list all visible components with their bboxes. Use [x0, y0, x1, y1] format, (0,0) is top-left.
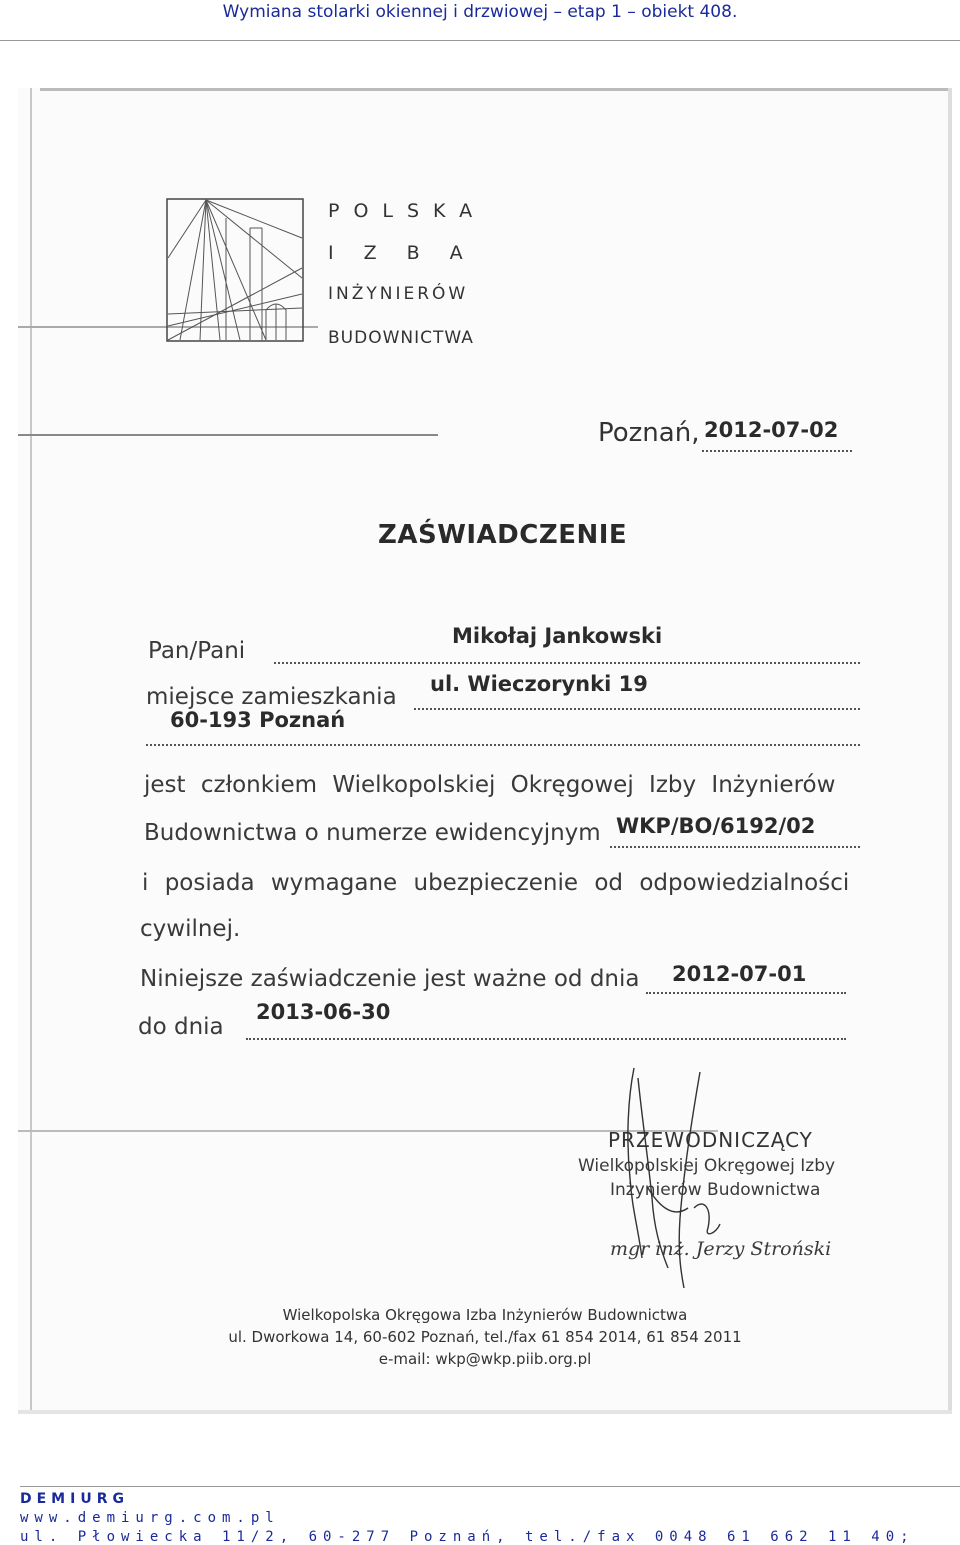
evidence-number: WKP/BO/6192/02 [616, 814, 816, 838]
issuer-email: e-mail: wkp@wkp.piib.org.pl [378, 1350, 592, 1368]
logo-text-budownictwa: BUDOWNICTWA [328, 328, 474, 348]
insurance-line: i posiada wymagane ubezpieczenie od odpowiedzialności [142, 870, 850, 896]
person-name: Mikołaj Jankowski [452, 624, 663, 648]
valid-to-dotted-line [246, 1038, 846, 1040]
handwritten-signature [608, 1058, 758, 1298]
valid-to-label: do dnia [138, 1014, 224, 1040]
issuer-address: ul. Dworkowa 14, 60-602 Poznań, tel./fax 61 854 2014, 61 854 2011 [228, 1328, 742, 1346]
page-header [0, 0, 960, 41]
logo-text-izba: IZBA [328, 242, 493, 264]
stamp-title: PRZEWODNICZĄCY [608, 1128, 813, 1152]
logo-text-polska: POLSKA [328, 200, 487, 222]
valid-from-label: Niniejsze zaświadczenie jest ważne od dnia [140, 966, 640, 992]
footer-address: ul. Płowiecka 11/2, 60-277 Poznań, tel./fax 0048 61 662 11 40; [20, 1529, 915, 1545]
residence-label: miejsce zamieszkania [146, 684, 397, 710]
stamp-signer-name: mgr inż. Jerzy Stroński [610, 1238, 832, 1260]
stamp-org-line-2: Inżynierów Budownictwa [610, 1180, 821, 1200]
scan-streak [18, 434, 438, 436]
scan-edge-left [30, 88, 32, 1414]
stamp-org-line-1: Wielkopolskiej Okręgowej Izby [578, 1156, 836, 1176]
scan-edge-bottom [18, 1410, 952, 1414]
scanned-certificate [18, 88, 952, 1414]
evidence-line: Budownictwa o numerze ewidencyjnym [144, 820, 601, 846]
valid-to-date: 2013-06-30 [256, 1000, 391, 1024]
valid-from-dotted-line [646, 992, 846, 994]
evidence-dotted-line [610, 846, 860, 848]
issuer-name: Wielkopolska Okręgowa Izba Inżynierów Budownictwa [282, 1306, 688, 1324]
document-title: ZAŚWIADCZENIE [378, 520, 628, 550]
footer-website: www.demiurg.com.pl [20, 1510, 280, 1526]
residence-dotted-line [414, 708, 860, 710]
valid-from-date: 2012-07-01 [672, 962, 807, 986]
scan-edge-top [40, 88, 950, 91]
residence-postal-city: 60-193 Poznań [170, 708, 346, 732]
page-footer [20, 1486, 960, 1545]
scan-edge-right [948, 88, 952, 1414]
issue-date: 2012-07-02 [704, 418, 839, 442]
name-dotted-line [274, 662, 860, 664]
residence-street: ul. Wieczorynki 19 [430, 672, 648, 696]
pan-pani-label: Pan/Pani [148, 638, 246, 664]
logo-text-inzynierow: INŻYNIERÓW [328, 284, 469, 304]
footer-brand: DEMIURG [20, 1491, 129, 1507]
issue-city-label: Poznań, [598, 418, 700, 448]
chamber-logo-graphic [166, 198, 304, 342]
residence-dotted-line-2 [146, 744, 860, 746]
page-header-title: Wymiana stolarki okiennej i drzwiowej – etap 1 – obiekt 408. [222, 2, 738, 22]
date-dotted-line [702, 450, 852, 452]
membership-line: jest członkiem Wielkopolskiej Okręgowej Izby Inżynierów [144, 772, 836, 798]
insurance-line-2: cywilnej. [140, 916, 241, 942]
